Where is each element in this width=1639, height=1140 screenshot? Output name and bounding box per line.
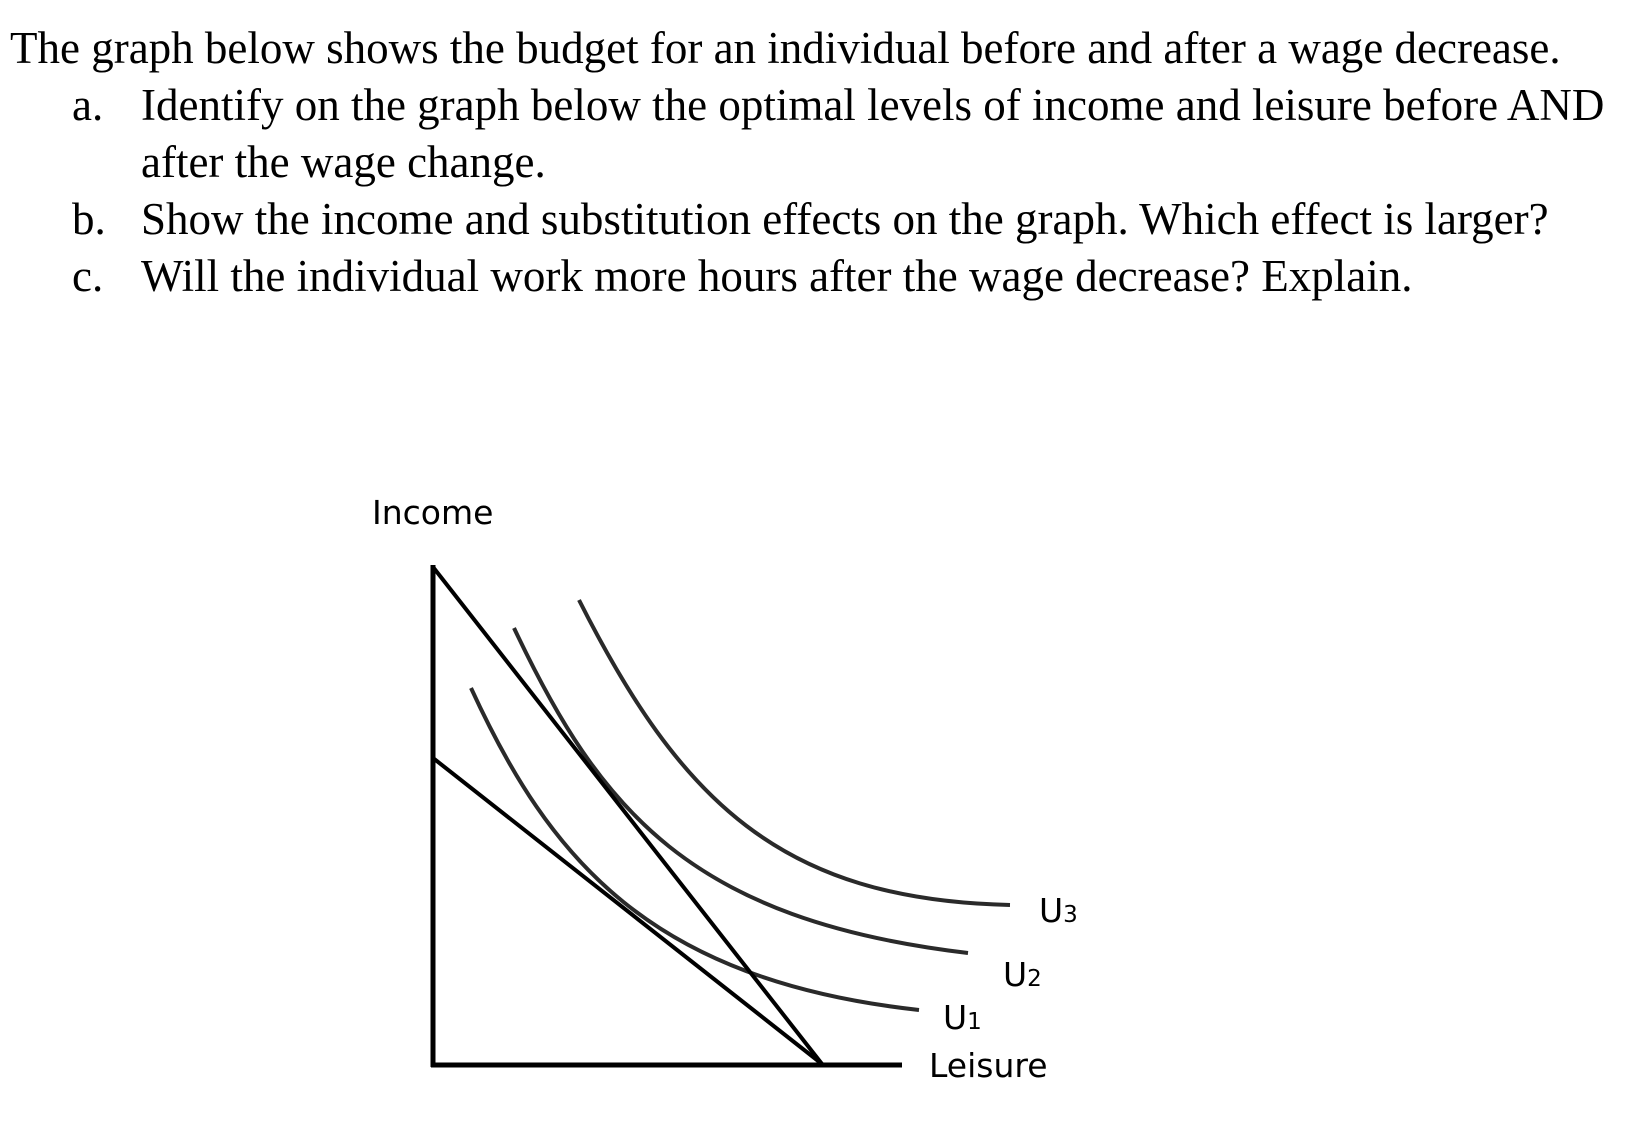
curve-label-sub: 1 — [967, 1009, 982, 1035]
x-axis-label-text: Leisure — [929, 1046, 1048, 1085]
part-text: Will the individual work more hours after the wage decrease? Explain. — [141, 251, 1413, 301]
question-intro: The graph below shows the budget for an individual before and after a wage decrease. — [10, 23, 1561, 73]
part-text: Show the income and substitution effects on the graph. Which effect is larger? — [141, 194, 1549, 244]
y-axis-label — [372, 493, 493, 532]
budget-line-after — [433, 758, 822, 1064]
part-letter: a. — [72, 80, 104, 130]
indifference-curve-u3 — [579, 600, 1010, 905]
part-letter: c. — [72, 251, 104, 301]
part-text: Identify on the graph below the optimal levels of income and leisure before AND after the wage change. — [141, 80, 1605, 187]
curve-label-sub: 3 — [1063, 902, 1078, 928]
curve-label-base: U — [1039, 891, 1064, 930]
curve-label-u3 — [1039, 891, 1078, 930]
part-letter: b. — [72, 194, 106, 244]
curve-label-u2 — [1003, 955, 1042, 994]
y-axis-label-text: Income — [372, 493, 494, 532]
indifference-curve-u2 — [514, 628, 968, 953]
curve-label-base: U — [943, 998, 968, 1037]
curve-label-sub: 2 — [1027, 966, 1042, 992]
x-axis-label — [929, 1046, 1048, 1085]
budget-line-before — [433, 567, 822, 1064]
curve-label-base: U — [1003, 955, 1028, 994]
curve-label-u1 — [943, 998, 982, 1037]
